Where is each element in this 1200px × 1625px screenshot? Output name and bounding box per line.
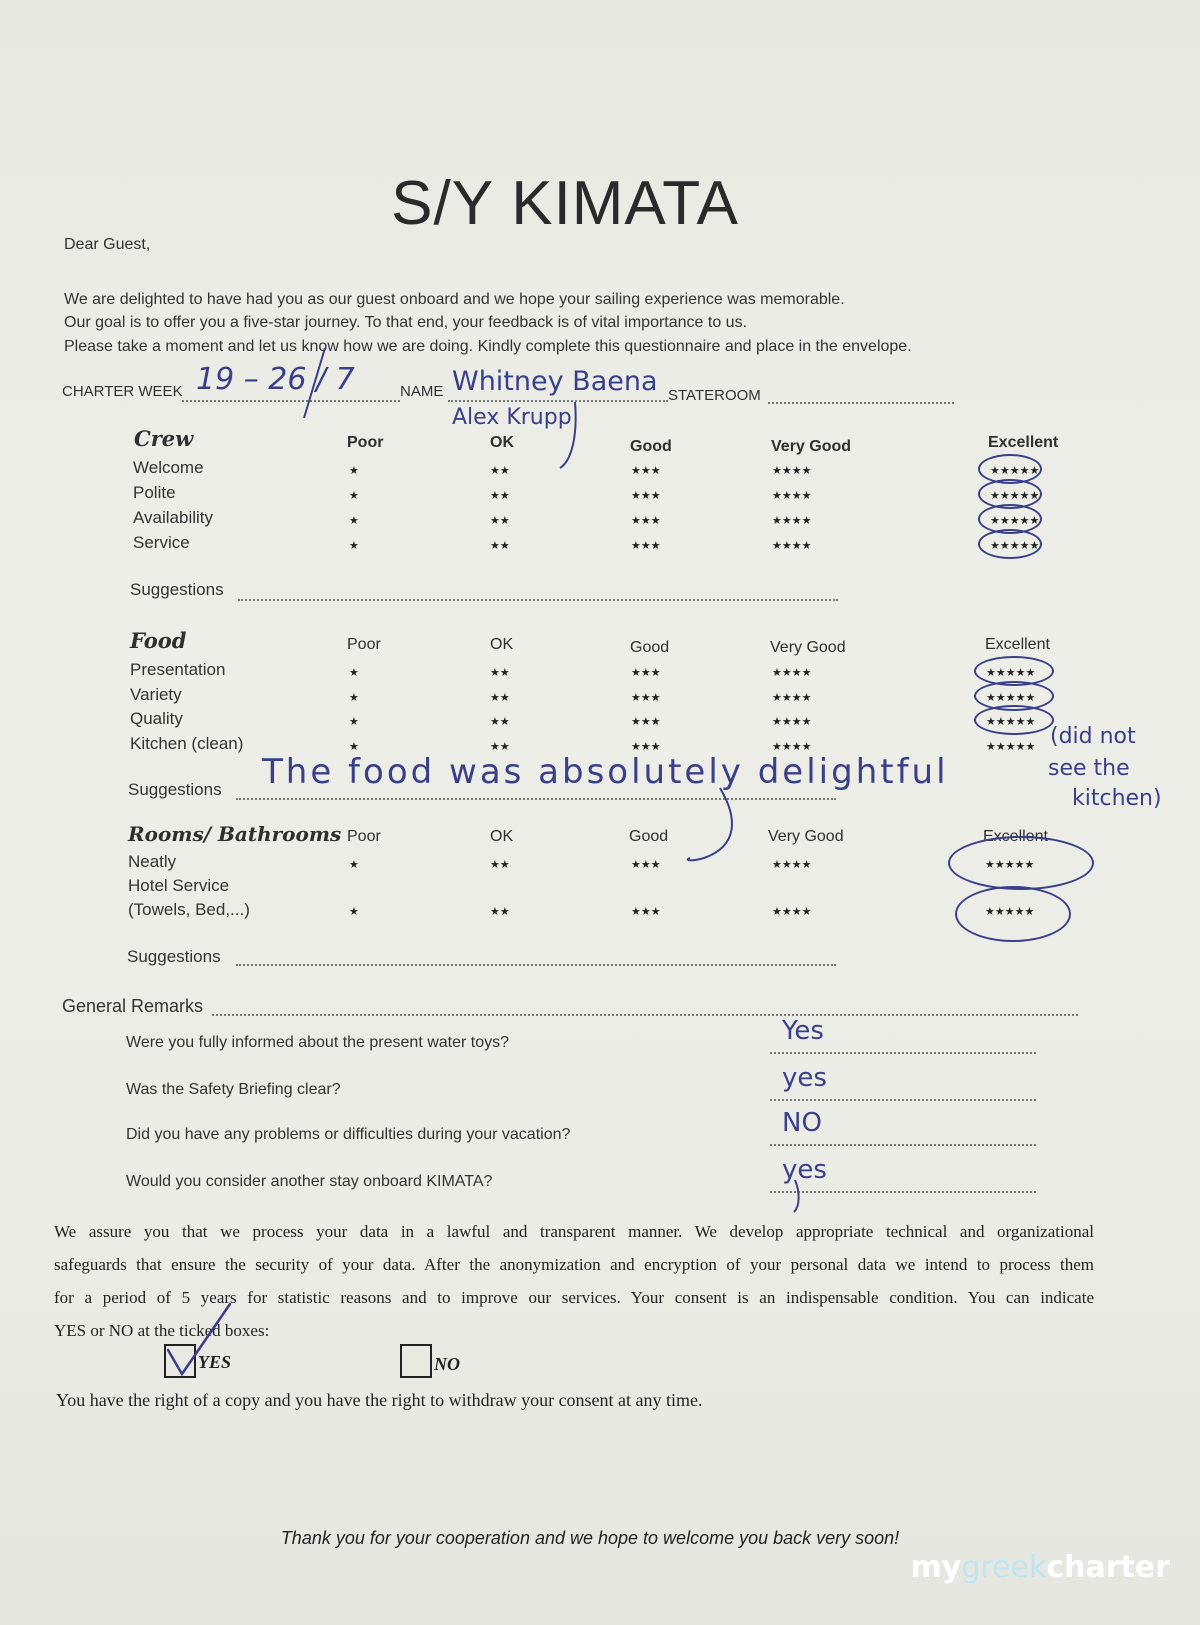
food-4-rating-2[interactable]: ★★ xyxy=(490,740,510,753)
crew-row-availability: Availability xyxy=(133,508,214,527)
general-answer-4[interactable]: yes xyxy=(782,1155,827,1185)
food-2-rating-1[interactable]: ★ xyxy=(349,691,359,704)
general-question-4: Would you consider another stay onboard KIMATA? xyxy=(126,1173,493,1190)
rooms-row-hotel-service: Hotel Service xyxy=(128,876,230,895)
crew-col-good: Good xyxy=(630,438,672,455)
general-answer-2[interactable]: yes xyxy=(782,1063,827,1093)
section-food-title: Food xyxy=(130,628,187,653)
crew-2-rating-2[interactable]: ★★ xyxy=(490,490,510,502)
food-col-poor: Poor xyxy=(347,636,381,653)
name-value-1[interactable]: Whitney Baena xyxy=(452,366,658,397)
food-col-ok: OK xyxy=(490,636,514,653)
food-col-very-good: Very Good xyxy=(770,639,846,656)
food-1-rating-4[interactable]: ★★★★ xyxy=(772,667,812,679)
general-answer-3[interactable]: NO xyxy=(782,1108,822,1138)
crew-col-ok: OK xyxy=(490,434,514,451)
rights-text: You have the right of a copy and you have the right to withdraw your consent at any time. xyxy=(56,1390,703,1410)
food-4-rating-1[interactable]: ★ xyxy=(349,740,359,753)
crew-3-rating-3[interactable]: ★★★ xyxy=(631,515,661,527)
crew-3-rating-2[interactable]: ★★ xyxy=(490,515,510,527)
crew-col-excellent: Excellent xyxy=(988,434,1059,451)
crew-1-rating-2[interactable]: ★★ xyxy=(490,465,510,477)
charter-week-label: CHARTER WEEK xyxy=(62,383,183,400)
watermark-part-charter: charter xyxy=(1046,1550,1170,1585)
consent-no-label: NO xyxy=(434,1354,460,1374)
consent-yes-label: YES xyxy=(198,1352,232,1372)
food-3-rating-2[interactable]: ★★ xyxy=(490,716,510,728)
rooms-col-excellent: Excellent xyxy=(983,828,1048,845)
watermark-part-my: my xyxy=(910,1550,962,1585)
food-suggestions-label: Suggestions xyxy=(128,780,222,799)
name-value-2[interactable]: Alex Krupp xyxy=(452,405,572,430)
food-row-variety: Variety xyxy=(130,684,182,704)
crew-3-rating-1[interactable]: ★ xyxy=(349,515,359,527)
crew-2-rating-5[interactable]: ★★★★★ xyxy=(990,490,1040,502)
crew-4-rating-2[interactable]: ★★ xyxy=(490,540,510,552)
crew-3-rating-4[interactable]: ★★★★ xyxy=(772,515,812,527)
food-side-note-2: see the xyxy=(1048,756,1130,781)
food-4-rating-5[interactable]: ★★★★★ xyxy=(986,740,1036,753)
food-3-rating-4[interactable]: ★★★★ xyxy=(772,716,812,728)
charter-week-value[interactable]: 19 – 26 / 7 xyxy=(196,362,355,397)
rooms-col-good: Good xyxy=(629,828,669,845)
general-question-2: Was the Safety Briefing clear? xyxy=(126,1081,341,1098)
section-crew-title: Crew xyxy=(134,426,194,451)
section-rooms-title: Rooms/ Bathrooms xyxy=(128,822,342,846)
rooms-1-rating-3[interactable]: ★★★ xyxy=(631,859,661,871)
food-row-kitchen-clean: Kitchen (clean) xyxy=(130,733,244,753)
watermark-part-greek: greek xyxy=(961,1550,1047,1585)
food-2-rating-2[interactable]: ★★ xyxy=(490,691,510,704)
rooms-1-rating-4[interactable]: ★★★★ xyxy=(772,859,812,871)
crew-row-service: Service xyxy=(133,533,190,552)
crew-1-rating-4[interactable]: ★★★★ xyxy=(772,465,812,477)
name-label: NAME xyxy=(400,383,444,400)
rooms-2-rating-1[interactable]: ★ xyxy=(349,906,359,918)
rooms-1-rating-2[interactable]: ★★ xyxy=(490,859,510,871)
food-4-rating-3[interactable]: ★★★ xyxy=(631,740,661,753)
rooms-1-rating-1[interactable]: ★ xyxy=(349,859,359,871)
food-side-note-3: kitchen) xyxy=(1072,786,1162,811)
food-2-rating-4[interactable]: ★★★★ xyxy=(772,691,812,704)
crew-row-welcome: Welcome xyxy=(133,458,204,477)
general-question-1: Were you fully informed about the present water toys? xyxy=(126,1034,510,1051)
rooms-1-rating-5[interactable]: ★★★★★ xyxy=(985,859,1035,871)
food-suggestion-text[interactable]: The food was absolutely delightful xyxy=(262,752,949,792)
rooms-2-rating-2[interactable]: ★★ xyxy=(490,906,510,918)
food-3-rating-3[interactable]: ★★★ xyxy=(631,716,661,728)
crew-4-rating-1[interactable]: ★ xyxy=(349,540,359,552)
general-question-3: Did you have any problems or difficulties during your vacation? xyxy=(126,1126,571,1143)
intro-line-1: We are delighted to have had you as our guest onboard and we hope your sailing experience was memorable. xyxy=(64,291,845,308)
page-title: S/Y KIMATA xyxy=(391,169,739,238)
food-1-rating-3[interactable]: ★★★ xyxy=(631,667,661,679)
legal-line-2: safeguards that ensure the security of your data. After the anonymization and encryption of your personal data we intend to process them xyxy=(54,1255,1094,1274)
food-1-rating-1[interactable]: ★ xyxy=(349,667,359,679)
crew-row-polite: Polite xyxy=(133,483,176,502)
rooms-col-ok: OK xyxy=(490,828,514,845)
general-remarks-label: General Remarks xyxy=(62,996,204,1016)
crew-1-rating-1[interactable]: ★ xyxy=(349,465,359,477)
food-2-rating-3[interactable]: ★★★ xyxy=(631,691,661,704)
rooms-2-rating-3[interactable]: ★★★ xyxy=(631,906,661,918)
rooms-col-poor: Poor xyxy=(347,828,381,845)
crew-4-rating-3[interactable]: ★★★ xyxy=(631,540,661,552)
food-row-quality: Quality xyxy=(130,709,183,728)
legal-line-3: for a period of 5 years for statistic reasons and to improve our services. Your consent is an indispensable condition. You can indicate xyxy=(54,1288,1094,1307)
food-col-good: Good xyxy=(630,639,670,656)
legal-line-1: We assure you that we process your data in a lawful and transparent manner. We develop appropriate technical and organizational xyxy=(54,1222,1094,1241)
crew-4-rating-5[interactable]: ★★★★★ xyxy=(990,540,1040,552)
rooms-2-rating-4[interactable]: ★★★★ xyxy=(772,906,812,918)
stateroom-label: STATEROOM xyxy=(668,387,761,404)
food-side-note-1: (did not xyxy=(1050,724,1136,749)
food-4-rating-4[interactable]: ★★★★ xyxy=(772,740,812,753)
crew-2-rating-3[interactable]: ★★★ xyxy=(631,490,661,502)
intro-line-3: Please take a moment and let us know how we are doing. Kindly complete this questionnaire and place in the envelope. xyxy=(64,338,912,355)
food-1-rating-2[interactable]: ★★ xyxy=(490,667,510,679)
rooms-row-towels-bed: (Towels, Bed,...) xyxy=(128,900,250,919)
crew-1-rating-3[interactable]: ★★★ xyxy=(631,465,661,477)
food-3-rating-1[interactable]: ★ xyxy=(349,716,359,728)
crew-4-rating-4[interactable]: ★★★★ xyxy=(772,540,812,552)
crew-2-rating-1[interactable]: ★ xyxy=(349,490,359,502)
intro-line-2: Our goal is to offer you a five-star journey. To that end, your feedback is of vital importance to us. xyxy=(64,314,748,331)
food-1-rating-5[interactable]: ★★★★★ xyxy=(986,667,1036,679)
rooms-suggestions-label: Suggestions xyxy=(127,947,221,966)
food-row-presentation: Presentation xyxy=(130,660,226,679)
rooms-2-rating-5[interactable]: ★★★★★ xyxy=(985,906,1035,918)
crew-col-poor: Poor xyxy=(347,434,384,451)
crew-3-rating-5[interactable]: ★★★★★ xyxy=(990,515,1040,527)
crew-1-rating-5[interactable]: ★★★★★ xyxy=(990,465,1040,477)
crew-suggestions-label: Suggestions xyxy=(130,580,224,599)
rooms-row-neatly: Neatly xyxy=(128,852,177,871)
crew-2-rating-4[interactable]: ★★★★ xyxy=(772,490,812,502)
legal-line-4: YES or NO at the ticked boxes: xyxy=(54,1321,270,1340)
crew-col-very-good: Very Good xyxy=(771,438,852,455)
greeting: Dear Guest, xyxy=(64,236,151,253)
general-answer-1[interactable]: Yes xyxy=(782,1016,824,1046)
rooms-col-very-good: Very Good xyxy=(768,828,844,845)
food-2-rating-5[interactable]: ★★★★★ xyxy=(986,691,1036,704)
thank-you-footer: Thank you for your cooperation and we hope to welcome you back very soon! xyxy=(280,1528,900,1548)
food-col-excellent: Excellent xyxy=(985,636,1050,653)
food-3-rating-5[interactable]: ★★★★★ xyxy=(986,716,1036,728)
